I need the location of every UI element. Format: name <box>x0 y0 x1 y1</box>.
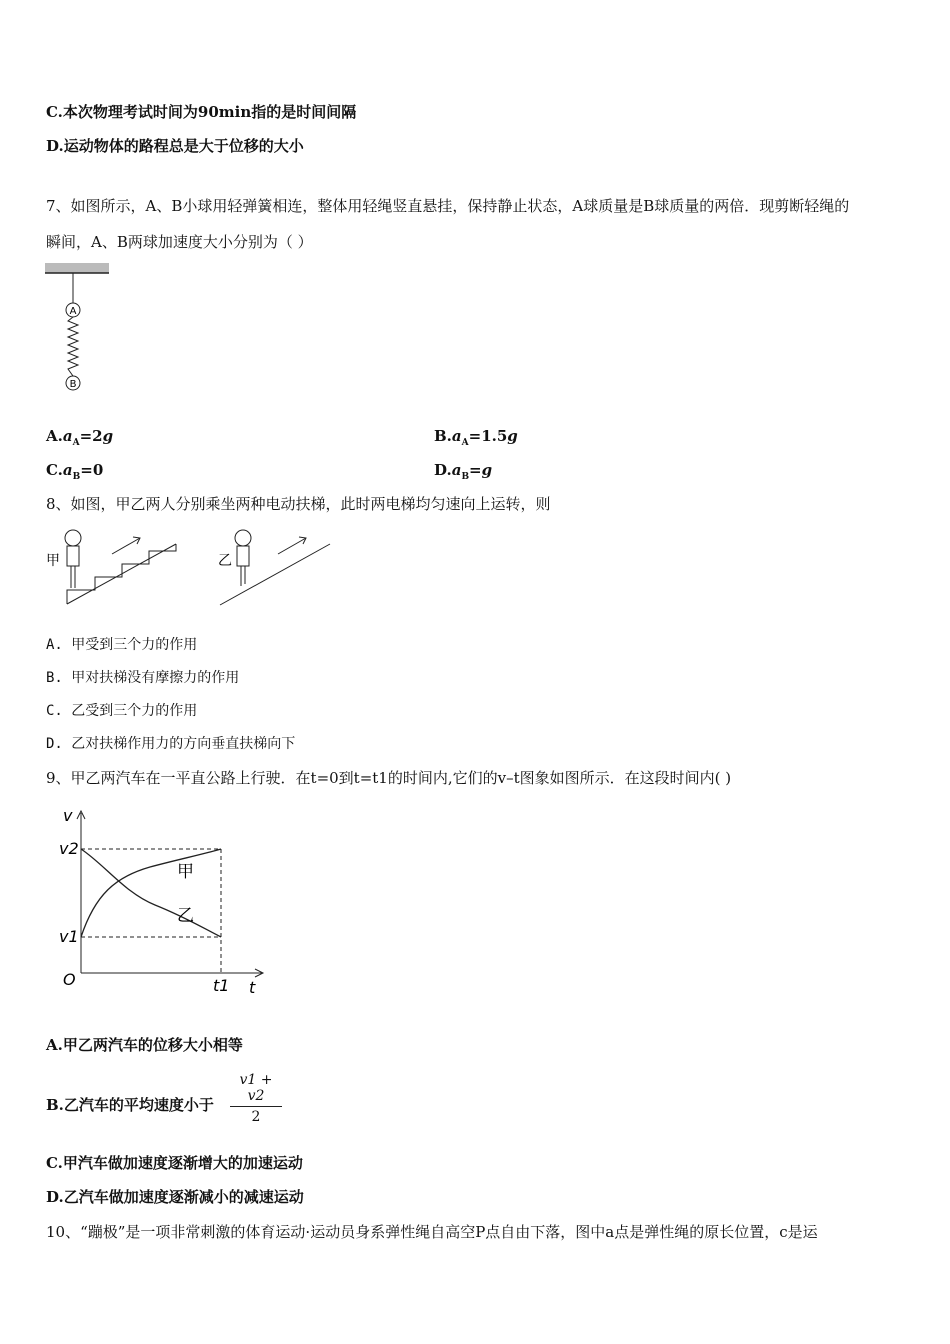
q10-stem-line1: 10、“蹦极”是一项非常刺激的体育运动·运动员身系弹性绳自高空P点自由下落，图中a点是弹性绳的原长位置，c是运 <box>46 1223 818 1241</box>
arrow-yi <box>278 538 306 554</box>
q7-option-a: $A.a_A=2g$ <box>46 427 114 448</box>
q8-option-d: D. 乙对扶梯作用力的方向垂直扶梯向下 <box>46 736 296 752</box>
q7-stem-line1: 7、如图所示，A、B小球用轻弹簧相连，整体用轻绳竖直悬挂，保持静止状态，A球质量是B球质量的两倍．现剪断轻绳的 <box>46 197 850 215</box>
person-jia-head <box>65 530 81 546</box>
fraction-numerator: v1 + v2 <box>230 1072 282 1107</box>
q8-stem: 8、如图，甲乙两人分别乘坐两种电动扶梯，此时两电梯均匀速向上运转，则 <box>46 495 551 513</box>
q6-option-d: D.运动物体的路程总是大于位移的大小 <box>46 137 304 155</box>
q9-option-b-fraction <box>230 1072 282 1125</box>
q6-option-c: C.本次物理考试时间为90min指的是时间间隔 <box>46 103 357 121</box>
q8-escalator-figure <box>40 520 340 610</box>
v-axis-label: v <box>63 806 73 825</box>
v2-label: v2 <box>59 839 79 858</box>
q8-option-a: A. 甲受到三个力的作用 <box>46 637 198 653</box>
curve-yi-label: 乙 <box>177 906 194 926</box>
q7-stem-line2: 瞬间，A、B两球加速度大小分别为（ ） <box>46 233 313 251</box>
person-yi-label: 乙 <box>218 553 232 569</box>
curve-jia-label: 甲 <box>177 862 194 882</box>
t-axis-label: t <box>249 978 256 997</box>
q9-option-c: C.甲汽车做加速度逐渐增大的加速运动 <box>46 1154 303 1172</box>
q9-option-d: D.乙汽车做加速度逐渐减小的减速运动 <box>46 1188 304 1206</box>
q9-stem: 9、甲乙两汽车在一平直公路上行驶．在t=0到t=t1的时间内,它们的v–t图象如图所示．在这段时间内( ) <box>46 769 732 787</box>
q7-spring-figure <box>40 258 120 398</box>
v1-label: v1 <box>59 927 79 946</box>
ball-b-label: B <box>69 379 77 390</box>
q9-option-a: A.甲乙两汽车的位移大小相等 <box>46 1036 243 1054</box>
curve-jia <box>81 849 221 937</box>
person-jia-label: 甲 <box>46 553 60 569</box>
origin-label: O <box>63 970 76 989</box>
q9-option-b: B.乙汽车的平均速度小于 <box>46 1096 214 1114</box>
person-yi-head <box>235 530 251 546</box>
t1-label: t1 <box>213 976 230 995</box>
q7-option-c: $C.a_B=0$ <box>46 461 104 482</box>
q8-option-c: C. 乙受到三个力的作用 <box>46 703 198 719</box>
q8-option-b: B. 甲对扶梯没有摩擦力的作用 <box>46 670 240 686</box>
ceiling <box>45 263 109 273</box>
spring <box>68 317 78 376</box>
fraction-denominator: 2 <box>251 1109 261 1125</box>
q7-option-b: $B.a_A=1.5g$ <box>434 427 518 448</box>
arrow-jia <box>112 538 140 554</box>
curve-yi <box>81 849 221 937</box>
ball-a-label: A <box>69 306 77 317</box>
q7-option-d: $D.a_B=g$ <box>434 461 493 482</box>
q9-vt-graph <box>55 805 275 1000</box>
